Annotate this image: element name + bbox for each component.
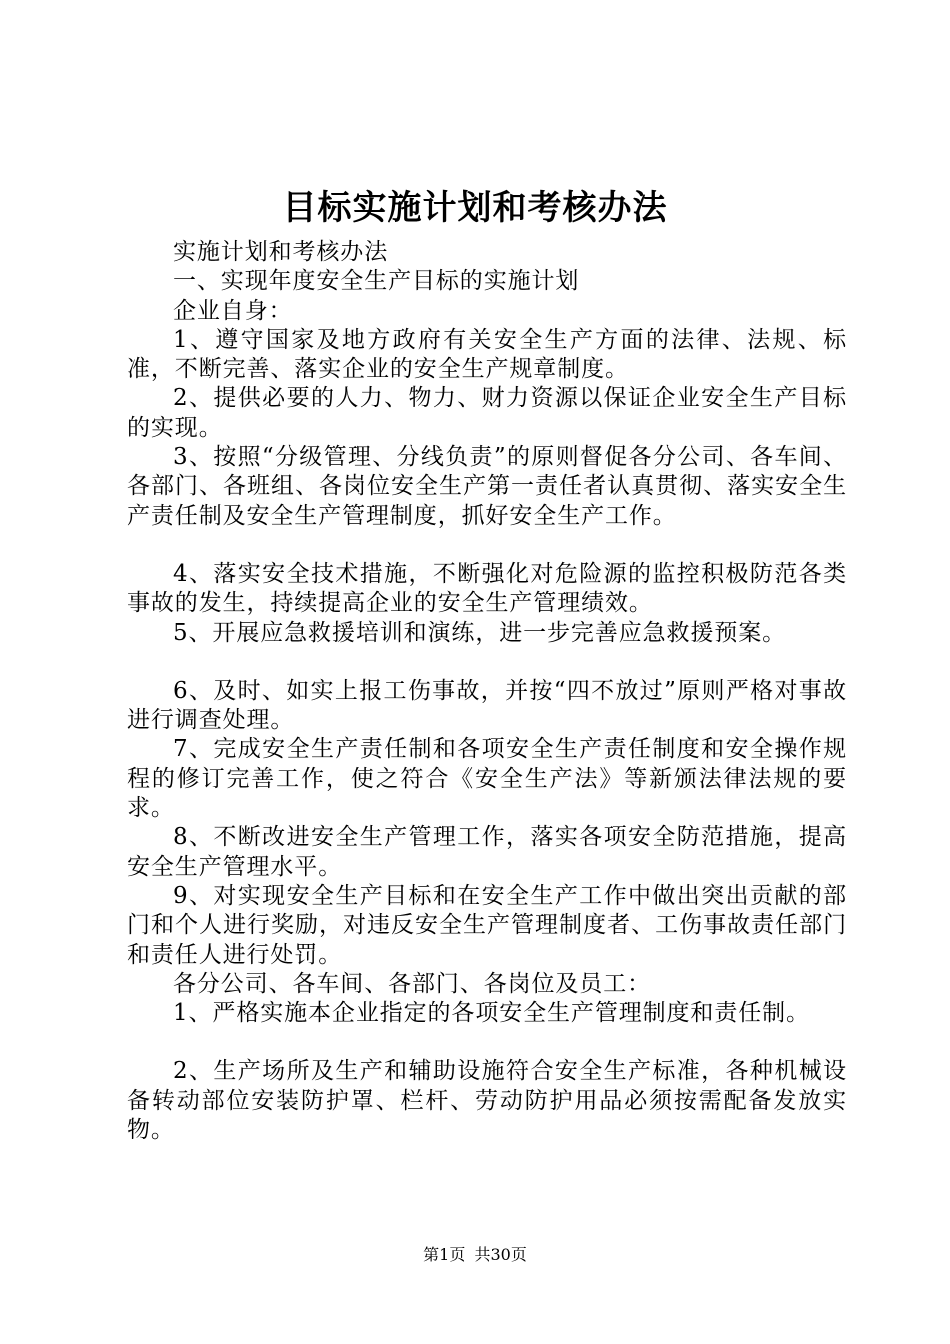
paragraph: 8、不断改进安全生产管理工作，落实各项安全防范措施，提高安全生产管理水平。 [127, 824, 847, 880]
page-footer [0, 1244, 950, 1266]
paragraph: 各分公司、各车间、各部门、各岗位及员工： [173, 970, 651, 997]
paragraph: 1、严格实施本企业指定的各项安全生产管理制度和责任制。 [173, 1000, 810, 1027]
paragraph: 9、对实现安全生产目标和在安全生产工作中做出突出贡献的部门和个人进行奖励，对违反安全生产管理制度者、工伤事故责任部门和责任人进行处罚。 [127, 882, 847, 968]
paragraph: 4、落实安全技术措施，不断强化对危险源的监控积极防范各类事故的发生，持续提高企业的安全生产管理绩效。 [127, 560, 847, 617]
page-total: 共30页 [474, 1245, 527, 1264]
paragraph: 6、及时、如实上报工伤事故，并按“四不放过”原则严格对事故进行调查处理。 [127, 677, 847, 734]
document-title: 目标实施计划和考核办法 [282, 188, 668, 228]
paragraph: 2、生产场所及生产和辅助设施符合安全生产标准，各种机械设备转动部位安装防护罩、栏杆、劳动防护用品必须按需配备发放实物。 [127, 1058, 847, 1144]
paragraph: 7、完成安全生产责任制和各项安全生产责任制度和安全操作规程的修订完善工作，使之符合《安全生产法》等新颁法律法规的要求。 [127, 736, 847, 822]
paragraph: 企业自身： [173, 297, 293, 324]
paragraph: 实施计划和考核办法 [173, 239, 389, 265]
paragraph: 3、按照“分级管理、分线负责”的原则督促各分公司、各车间、各部门、各班组、各岗位安全生产第一责任者认真贯彻、落实安全生产责任制及安全生产管理制度，抓好安全生产工作。 [127, 444, 847, 529]
document-body [127, 238, 847, 1145]
paragraph: 2、提供必要的人力、物力、财力资源以保证企业安全生产目标的实现。 [127, 385, 847, 441]
paragraph: 1、遵守国家及地方政府有关安全生产方面的法律、法规、标准，不断完善、落实企业的安全生产规章制度。 [127, 326, 847, 383]
paragraph: 5、开展应急救援培训和演练，进一步完善应急救援预案。 [173, 619, 787, 646]
page-number: 第1页 [423, 1245, 466, 1264]
paragraph: 一、实现年度安全生产目标的实施计划 [173, 268, 580, 295]
